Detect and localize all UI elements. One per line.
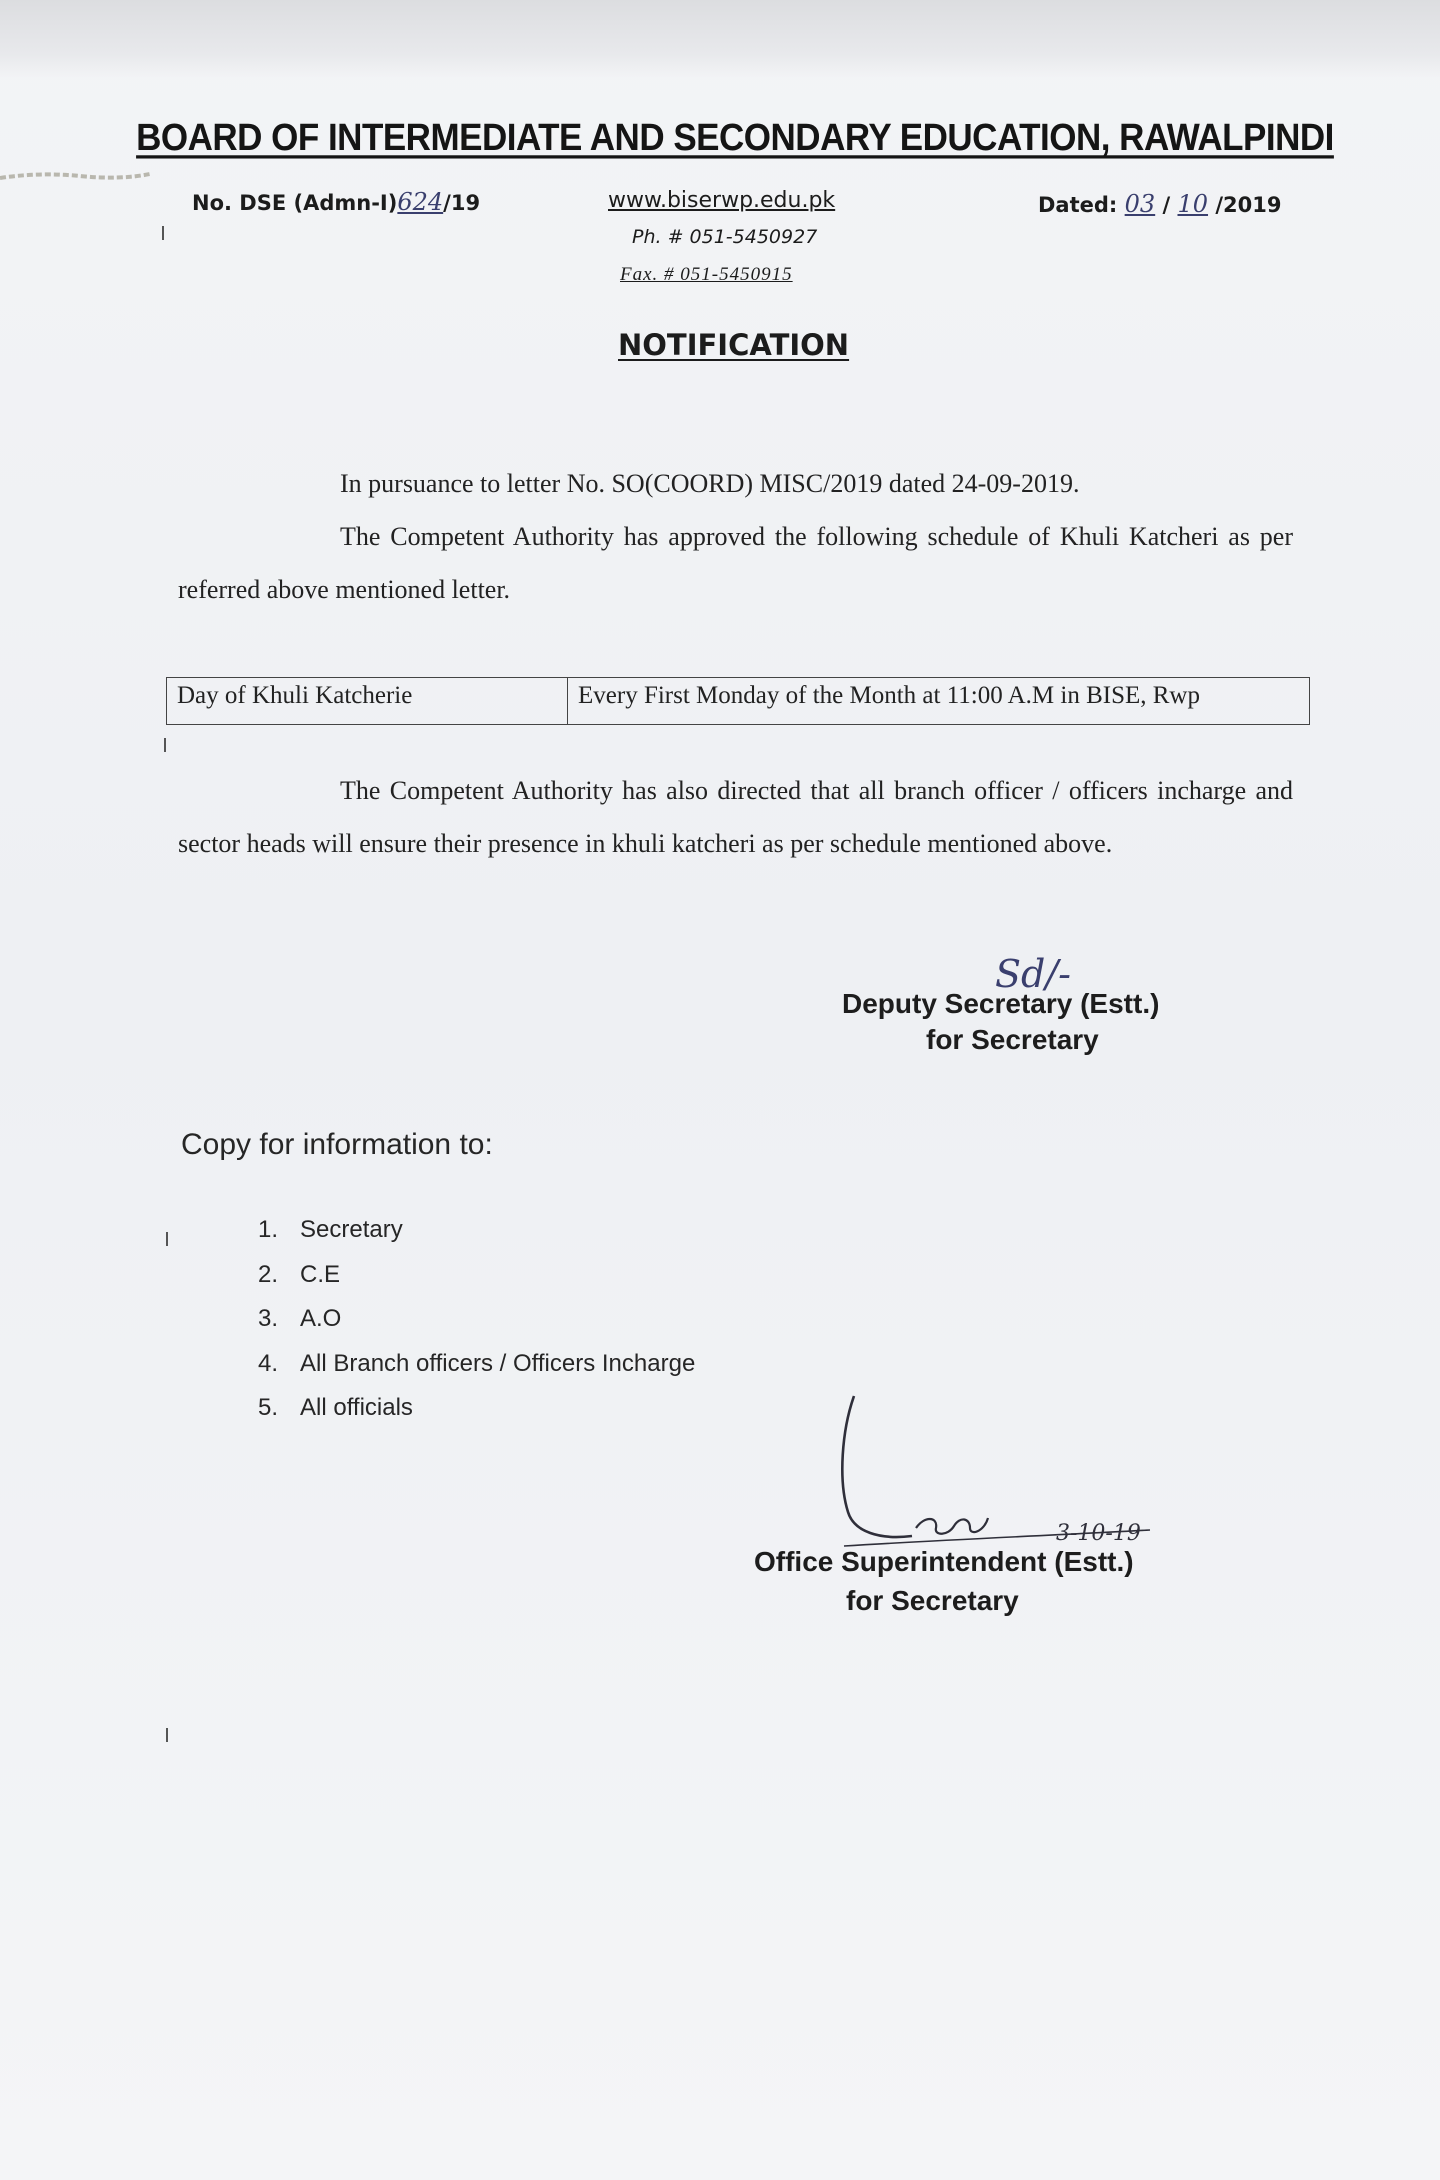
phone-number: Ph. # 051-5450927: [632, 226, 818, 248]
schedule-label-cell: Day of Khuli Katcherie: [167, 678, 568, 725]
list-item: 5. All officials: [258, 1394, 413, 1421]
signatory-2-for-line: for Secretary: [846, 1585, 1019, 1616]
copy-info-list: [258, 1216, 695, 1439]
margin-tick: [166, 1728, 168, 1742]
paragraph-1-text: In pursuance to letter No. SO(COORD) MISC/2019 dated 24-09-2019.: [340, 469, 1080, 498]
sd-handwritten-mark: Sd/-: [995, 952, 1071, 996]
table-row: [167, 678, 1310, 725]
fax-number: Fax. # 051-5450915: [620, 264, 793, 285]
reference-prefix: No. DSE (Admn-I): [192, 191, 398, 215]
schedule-value-cell: Every First Monday of the Month at 11:00 A.M in BISE, Rwp: [568, 678, 1310, 725]
paragraph-2-text: The Competent Authority has approved the following schedule of Khuli Katcheri as per referred above mentioned letter.: [178, 522, 1293, 604]
margin-tick: [162, 226, 164, 240]
notification-title: NOTIFICATION: [618, 328, 850, 362]
paragraph-direction: [178, 764, 1293, 870]
date-line: Dated: 03 / 10 /2019: [1038, 190, 1282, 218]
paragraph-reference-letter: [178, 457, 1293, 510]
organization-heading: BOARD OF INTERMEDIATE AND SECONDARY EDUCATION, RAWALPINDI: [136, 116, 1334, 159]
reference-number: [192, 188, 480, 216]
binding-thread: [0, 168, 150, 184]
reference-handwritten-number: 624: [397, 188, 444, 216]
paper-fold-shadow: [0, 0, 1440, 78]
copy-info-title: Copy for information to:: [181, 1128, 493, 1161]
list-item: 4. All Branch officers / Officers Incharge: [258, 1349, 696, 1377]
list-item: 2. C.E: [258, 1260, 341, 1288]
paragraph-approval: [178, 510, 1293, 616]
margin-tick: [164, 738, 166, 752]
signatory-1-for-line: for Secretary: [926, 1024, 1099, 1055]
date-year: /2019: [1215, 193, 1282, 217]
schedule-table: [166, 677, 1310, 725]
list-item: 1. Secretary: [258, 1216, 403, 1243]
signatory-office-superintendent: [754, 1542, 1134, 1620]
margin-tick: [166, 1232, 168, 1246]
date-label: Dated:: [1038, 193, 1118, 217]
list-item: 3. A.O: [258, 1305, 342, 1332]
signatory-1-designation: Deputy Secretary (Estt.): [842, 988, 1160, 1019]
reference-suffix: /19: [443, 191, 481, 215]
signatory-2-designation: Office Superintendent (Estt.): [754, 1546, 1134, 1577]
signatory-deputy-secretary: [842, 986, 1159, 1058]
paragraph-3-text: The Competent Authority has also directed that all branch officer / officers incharge and sector heads will ensure their presence in khuli katcheri as per schedule mentioned above.: [178, 776, 1293, 858]
handwritten-signature: [820, 1390, 1180, 1560]
date-day: 03: [1124, 190, 1156, 218]
date-month: 10: [1177, 190, 1209, 218]
signature-date: 3-10-19: [1056, 1521, 1141, 1546]
website-link[interactable]: www.biserwp.edu.pk: [608, 188, 836, 213]
